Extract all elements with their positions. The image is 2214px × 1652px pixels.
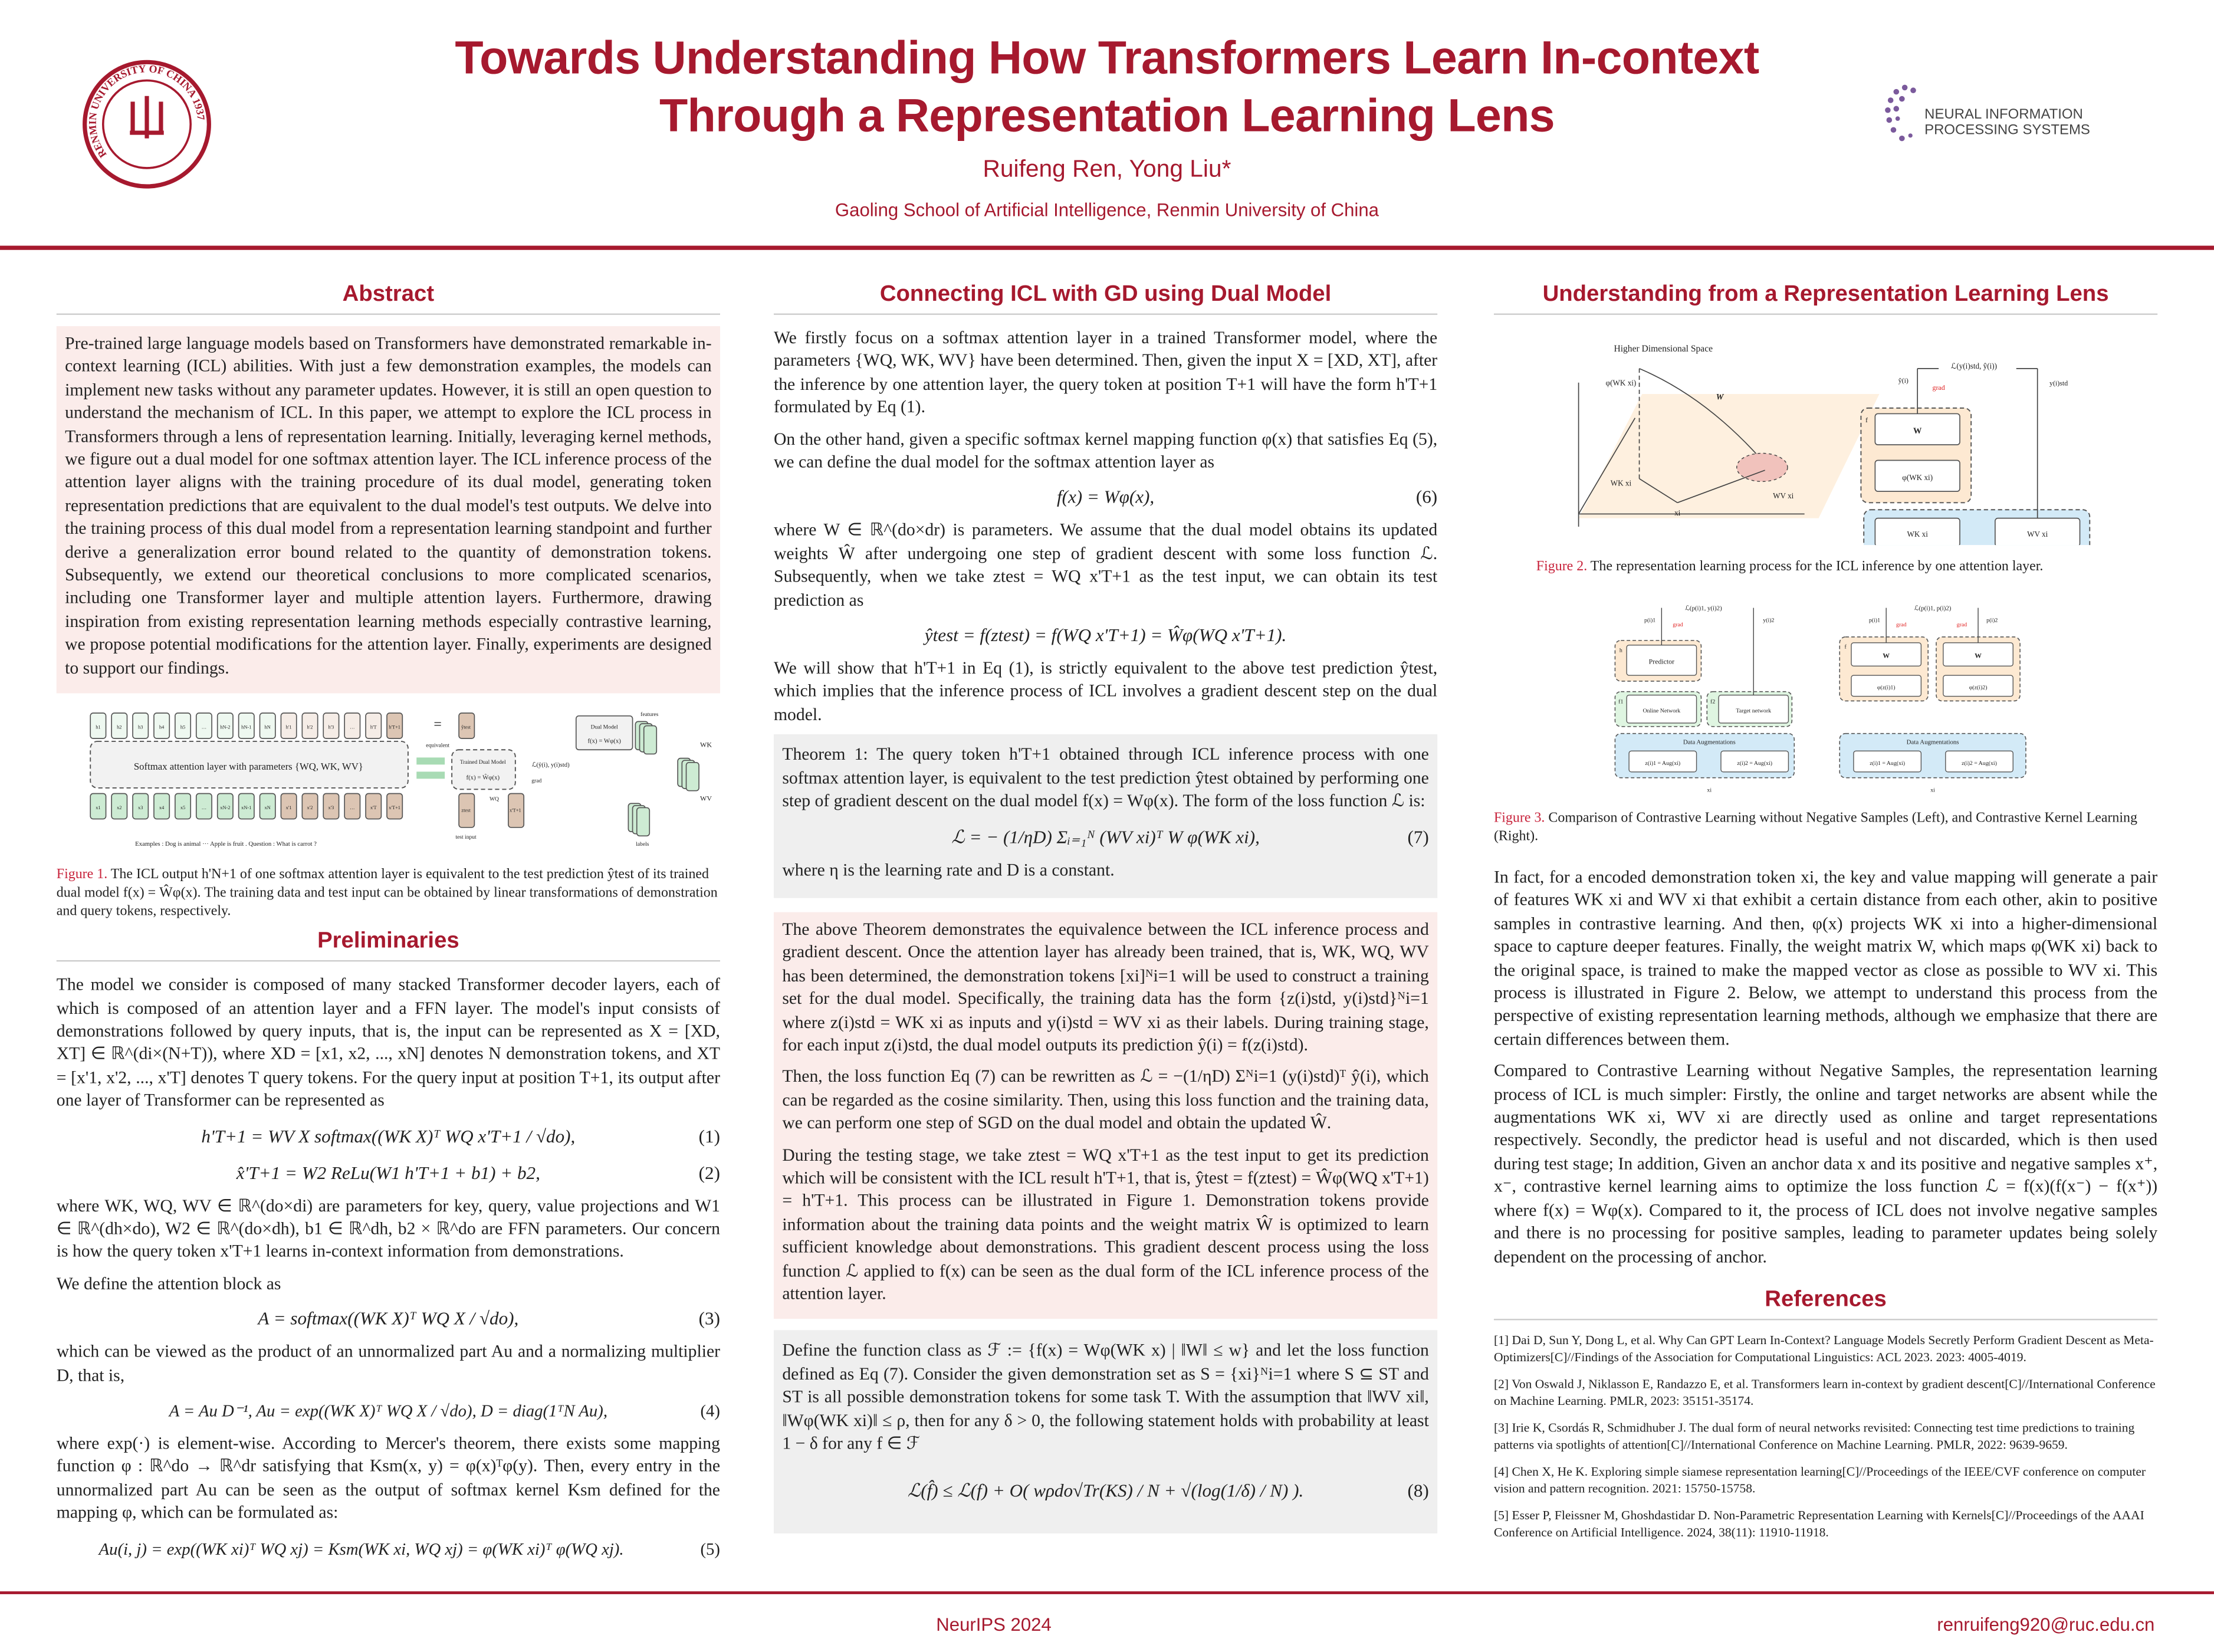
xi-label: xi — [1707, 787, 1712, 794]
references-list — [1494, 1331, 2157, 1540]
f2-label: f2 — [1710, 698, 1716, 705]
abstract-box — [57, 326, 720, 694]
wk-label: WK — [700, 740, 712, 749]
figure-3 — [1494, 584, 2157, 846]
token-top-label: h'T+1 — [389, 724, 400, 730]
explanation-box — [774, 912, 1437, 1319]
equation-test-text: ŷtest = f(ztest) = f(WQ x'T+1) = Ŵφ(WQ x'T+1). — [924, 624, 1287, 646]
left-loss-label: ℒ(p(i)1, y(i)2) — [1685, 605, 1722, 612]
examples-label: Examples : Dog is animal ··· Apple is fruit . Question : What is carrot ? — [135, 840, 317, 848]
equation-1 — [57, 1121, 720, 1152]
token-top-label: hN-1 — [241, 724, 252, 730]
equation-2-number: (2) — [698, 1161, 720, 1183]
w-box-1-label: W — [1883, 651, 1890, 660]
theorem-1-tail: where η is the learning rate and D is a constant. — [782, 859, 1115, 879]
equation-3 — [57, 1303, 720, 1335]
theorem-1-text: Theorem 1: The query token h'T+1 obtained through ICL inference process with one softmax attention layer, is equivalent to the test prediction ŷtest obtained by performing one step of gradient descent on the dual model f(x) = Wφ(x). The form of the loss function ℒ is: — [782, 744, 1429, 811]
column-middle — [774, 283, 1437, 1548]
equation-1-number: (1) — [698, 1124, 720, 1146]
token-top-label: h'T — [370, 724, 377, 730]
target-network-label: Target network — [1736, 708, 1772, 715]
grad-label: grad — [1896, 622, 1907, 629]
w-box-2-label: W — [1975, 651, 1982, 660]
w-box-label: W — [1913, 426, 1922, 436]
poster-title-line1: Towards Understanding How Transformers Learn In-context — [455, 31, 1759, 84]
data-augmentations-label: Data Augmentations — [1683, 738, 1736, 746]
p1-label: p(i)1 — [1644, 617, 1656, 624]
token-top-label: h3 — [138, 724, 143, 730]
token-bottom-label: x5 — [180, 805, 186, 811]
equation-5-text: Au(i, j) = exp((WK xi)ᵀ WQ xj) = Ksm(WK xi, WQ xj) = φ(WK xi)ᵀ φ(WQ xj). — [98, 1538, 624, 1559]
preliminaries-p5: where exp(·) is element-wise. According to Mercer's theorem, there exists some mapping function φ : ℝ^do → ℝ^dr satisfying that Ksm(x, y) = φ(x)ᵀφ(y). Then, every entry in the unnormalized part Au can be seen as the output of softmax kernel Ksm defined for the mapping φ, which can be formulated as: — [56, 1433, 720, 1523]
figure-2-label: Figure 2. — [1536, 559, 1588, 575]
token-bottom-label: x1 — [96, 805, 101, 811]
label-stack — [637, 808, 650, 836]
wvx-label: WV xi — [1773, 491, 1794, 501]
plane — [1579, 394, 1880, 518]
online-network-label: Online Network — [1643, 708, 1681, 715]
dual-p4: We will show that h'T+1 in Eq (1), is strictly equivalent to the above test prediction ŷtest, which implies that the inference process of ICL involves a gradient descent step on the dual model. — [773, 658, 1438, 724]
token-bottom-label: xN — [264, 805, 271, 811]
y2-label: y(i)2 — [1763, 617, 1775, 624]
grad-label: grad — [1932, 383, 1945, 392]
dual-model-eq: f(x) = Wφ(x) — [587, 737, 621, 745]
f1-label: f1 — [1618, 698, 1624, 705]
equation-3-number: (3) — [698, 1308, 720, 1329]
abstract-text: Pre-trained large language models based on Transformers have demonstrated remarkable in-context learning (ICL) abilities. With just a few demonstration examples, the models can implement new tasks without any parameter updates. However, it is still an open question to understand the mechanism of ICL. In this paper, we attempt to explore the ICL process in Transformers through a lens of representation learning. Initially, leveraging kernel methods, we figure out a dual model for one softmax attention layer. The ICL inference process of the attention layer aligns with the training procedure of its dual model, generating token representation predictions that are equivalent to the dual model's test outputs. We delve into the training process of this dual model from a representation learning standpoint and further derive a generalization error bound related to the quantity of demonstration tokens. Subsequently, we extend our theoretical conclusions to more complicated scenarios, including one Transformer layer and multiple attention layers. Furthermore, drawing inspiration from existing representation learning methods especially contrastive learning, we propose potential modifications for the attention layer. Finally, experiments are designed to support our findings. — [65, 333, 712, 678]
dual-p7: During the testing stage, we take ztest = WQ x'T+1 as the test input to get its prediction which will be consistent with the ICL result h'T+1, that is, ŷtest = f(ztest) = Ŵφ(WQ x'T+1) = h'T+1. This process can be illustrated in Figure 1. Demonstration tokens provide information about the training data points and the weight matrix Ŵ is optimized to learn sufficient knowledge about demonstrations. This gradient descent process using the loss function ℒ applied to f(x) can be seen as the dual form of the ICL inference process of the attention layer. — [782, 1144, 1429, 1303]
figure-1-caption — [57, 866, 720, 921]
dual-p5: The above Theorem demonstrates the equivalence between the ICL inference process and gradient descent. Once the attention layer has already been trained, that is, WK, WQ, WV has been determined, the demonstration tokens [xi]ᴺi=1 will be used to construct a training set for the dual model. Specifically, the training data has the form {z(i)std, y(i)std}ᴺi=1 where z(i)std = WK xi as inputs and y(i)std = WV xi as their labels. During training stage, for each input z(i)std, the dual model outputs its prediction ŷ(i) = f(z(i)std). — [782, 919, 1429, 1055]
neurips-logo — [1882, 82, 2094, 147]
equation-4-text: A = Au D⁻¹, Au = exp((WK X)ᵀ WQ X / √do), D = diag(1ᵀN Au), — [169, 1400, 608, 1421]
equation-4-number: (4) — [700, 1400, 720, 1421]
generalization-bound-box — [774, 1331, 1437, 1534]
token-bottom-label: x'3 — [328, 805, 334, 811]
theorem-1-box — [774, 735, 1437, 898]
token-top-label: h'1 — [285, 724, 292, 730]
figure-3-caption — [1494, 809, 2157, 846]
reference-item: [1] Dai D, Sun Y, Dong L, et al. Why Can GPT Learn In-Context? Language Models Secretly Perform Gradient Descent as Meta-Optimizers[C]//Findings of the Association for Computational Linguistics: ACL 2023. 2023: 4005-4019. — [1493, 1332, 2154, 1364]
phi-box-1-label: φ(z(i)1) — [1877, 684, 1896, 691]
university-logo-text-path: RENMIN UNIVERSITY OF CHINA 1937 — [86, 63, 208, 160]
p1-label: p(i)1 — [1868, 617, 1881, 624]
xi-label: xi — [1930, 787, 1935, 794]
equation-7 — [782, 821, 1428, 852]
token-bottom-label: x'2 — [307, 805, 313, 811]
equation-2-text: x̂'T+1 = W2 ReLu(W1 h'T+1 + b1) + b2, — [236, 1161, 540, 1183]
wq-label: WQ — [489, 796, 499, 803]
wkx-box-label: WK xi — [1907, 529, 1928, 538]
representation-p2: Compared to Contrastive Learning without Negative Samples, the representation learning process of ICL is much simpler: Firstly, the online and target networks are absent while the augmentations WK xi, WV xi are directly used as online and target representations respectively. Secondly, the predictor head is useful and not discarded, which is then used during test stage; In addition, Given an anchor data x and its positive and negative samples x⁺, x⁻, contrastive kernel learning aims to optimize the loss function ℒ = f(x)(f(x⁻) − f(x⁺)) where f(x) = Wφ(x). Compared to it, the process of ICL does not involve negative samples and there is no processing for positive samples, leading to parameter updates being solely dependent on the processing of anchor. — [1493, 1060, 2158, 1266]
reference-item: [5] Esser P, Fleissner M, Ghoshdastidar D. Non-Parametric Representation Learning with Kernels[C]//Proceedings of the AAAI Conference on Artificial Intelligence. 2024, 38(11): 11910-11918. — [1493, 1508, 2144, 1539]
token-bottom-label: x2 — [117, 805, 122, 811]
equals-sign: = — [433, 717, 442, 733]
trained-dual-model-eq: f(x) = Ŵφ(x) — [466, 774, 500, 781]
affiliation: Gaoling School of Artificial Intelligence, Renmin University of China — [835, 199, 1379, 221]
token-top-label: … — [350, 724, 355, 730]
key-stack — [686, 763, 699, 791]
header-divider — [0, 246, 2214, 250]
wvx-box-label: WV xi — [2027, 529, 2048, 538]
xi-label: xi — [1674, 508, 1681, 517]
representation-heading: Understanding from a Representation Learning Lens — [1494, 283, 2157, 315]
attention-layer-label: Softmax attention layer with parameters {WQ, WK, WV} — [133, 761, 363, 773]
query-token-label: x'T+1 — [510, 807, 521, 813]
token-bottom-label: x3 — [138, 805, 143, 811]
dual-model-heading: Connecting ICL with GD using Dual Model — [774, 283, 1437, 315]
data-augmentations-label: Data Augmentations — [1906, 738, 1959, 746]
reference-item: [2] Von Oswald J, Niklasson E, Randazzo E, et al. Transformers learn in-context by gradient descent[C]//International Conference on Machine Learning. PMLR, 2023: 35151-35174. — [1493, 1377, 2156, 1408]
token-top-label: hN-2 — [220, 724, 231, 730]
neurips-logo-line1: NEURAL INFORMATION — [1924, 107, 2083, 123]
aug-box-label: z(i)2 = Aug(xi) — [1962, 760, 1997, 767]
figure-2-caption — [1494, 558, 2157, 576]
equation-6 — [774, 482, 1437, 513]
aug-box-label: z(i)2 = Aug(xi) — [1737, 760, 1773, 767]
figure-2 — [1494, 326, 2157, 576]
figure-1-label: Figure 1. — [56, 867, 108, 883]
features-label: features — [640, 711, 659, 718]
representation-p1: In fact, for a encoded demonstration token xi, the key and value mapping will generate a pair of features WK xi and WV xi that exhibit a certain distance from each other, akin to positive samples in contrastive learning. And then, φ(x) projects WK xi into a higher-dimensional space to capture deeper features. Finally, the weight matrix W, which maps φ(WK xi) back to the original space, is trained to make the mapped vector as close as possible to WV xi. This process is illustrated in Figure 2. Below, we attempt to understand this process from the perspective of existing representation learning methods, although we emphasize that there are certain differences between them. — [1493, 866, 2158, 1049]
grad-label: grad — [1673, 622, 1683, 629]
loss-label: ℒ(y(i)std, ŷ(i)) — [1950, 361, 1998, 370]
figure-3-label: Figure 3. — [1493, 810, 1545, 826]
dual-p3: where W ∈ ℝ^(do×dr) is parameters. We assume that the dual model obtains its updated weights Ŵ after undergoing one step of gradient descent with some loss function ℒ. Subsequently, when we take ztest = WQ x'T+1 as the test input, we can obtain its test prediction as — [773, 520, 1438, 610]
figure-1 — [57, 705, 720, 921]
token-bottom-label: xN-1 — [241, 805, 252, 811]
preliminaries-p2: where WK, WQ, WV ∈ ℝ^(do×di) are parameters for key, query, value projections and W1 ∈ ℝ^(dh×do), W2 ∈ ℝ^(do×dh), b1 ∈ ℝ^dh, b2 × ℝ^do are FFN parameters. Our concern is how the query token x'T+1 learns in-context information from demonstrations. — [56, 1195, 720, 1262]
grad-label: grad — [1956, 622, 1967, 629]
token-bottom-label: x'T — [370, 805, 377, 811]
equation-6-number: (6) — [1415, 486, 1438, 508]
abstract-heading: Abstract — [57, 283, 720, 315]
token-top-label: h2 — [117, 724, 122, 730]
right-loss-label: ℒ(p(i)1, p(i)2) — [1914, 605, 1952, 612]
preliminaries-heading: Preliminaries — [57, 930, 720, 962]
grad-label: grad — [531, 777, 542, 784]
equation-5-number: (5) — [700, 1538, 720, 1559]
loss-label: ℒ(ŷ(i), y(i)std) — [531, 761, 570, 769]
token-top-label: h'3 — [328, 724, 334, 730]
dual-p6: Then, the loss function Eq (7) can be rewritten as ℒ = −(1/ηD) Σᴺi=1 (y(i)std)ᵀ ŷ(i), which can be regarded as the cosine similarity. Then, using this loss function and the training data, we can perform one step of SGD on the dual model and obtain the updated Ŵ. — [782, 1066, 1429, 1133]
figure-2-caption-text: The representation learning process for the ICL inference by one attention layer. — [1590, 559, 2044, 575]
references-heading: References — [1494, 1288, 2157, 1320]
figure-3-caption-text: Comparison of Contrastive Learning without Negative Samples (Left), and Contrastive Kernel Learning (Right). — [1493, 810, 2137, 845]
dual-p8: Define the function class as ℱ := {f(x) = Wφ(WK x) | ‖W‖ ≤ w} and let the loss function defined as Eq (7). Consider the given demonstration set as S = {xi}ᴺi=1 where S ⊆ ST and ST is all possible demonstration tokens for some task T. With the assumption that ‖WV xi‖, ‖Wφ(WK xi)‖ ≤ ρ, then for any δ > 0, the following statement holds with probability at least 1 − δ for any f ∈ ℱ — [782, 1340, 1429, 1453]
token-top-label: h1 — [96, 724, 101, 730]
token-bottom-label: … — [350, 805, 355, 811]
token-bottom-label: x4 — [159, 805, 165, 811]
equation-8-text: ℒ(f̂) ≤ ℒ(f) + O( wρdo√Tr(KS) / N + √(log(1/δ) / N) ). — [907, 1480, 1304, 1502]
authors: Ruifeng Ren, Yong Liu* — [983, 155, 1231, 182]
token-top-label: h4 — [159, 724, 165, 730]
z-test-label: ztest — [461, 807, 471, 813]
neurips-logo-line2: PROCESSING SYSTEMS — [1924, 123, 2090, 139]
footer-divider — [0, 1591, 2214, 1594]
equation-2 — [57, 1157, 720, 1188]
dual-p2: On the other hand, given a specific softmax kernel mapping function φ(x) that satisfies Eq (5), we can define the dual model for the softmax attention layer as — [773, 428, 1438, 472]
footer-email[interactable]: renruifeng920@ruc.edu.cn — [1937, 1614, 2155, 1635]
test-input-label: test input — [455, 834, 477, 841]
wv-label: WV — [700, 794, 712, 803]
target-region — [1737, 454, 1788, 482]
token-top-label: … — [201, 724, 207, 730]
equivalent-label: equivalent — [426, 742, 450, 749]
w-label: W — [1716, 392, 1724, 402]
preliminaries-p4: which can be viewed as the product of an unnormalized part Au and a normalizing multiplier D, that is, — [56, 1341, 720, 1385]
equation-3-text: A = softmax((WK X)ᵀ WQ X / √do), — [258, 1308, 519, 1329]
equation-7-text: ℒ = − (1/ηD) Σᵢ₌₁ᴺ (WV xi)ᵀ W φ(WK xi), — [951, 825, 1260, 847]
column-right — [1494, 283, 2157, 1551]
dual-p1: We firstly focus on a softmax attention layer in a trained Transformer model, where the parameters {WQ, WK, WV} have been determined. Then, given the input X = [XD, XT], after the inference by one attention layer, the query token at position T+1 will have the form h'T+1 formulated by Eq (1). — [773, 327, 1438, 417]
ystd-label: y(i)std — [2049, 379, 2068, 387]
h-label: h — [1619, 647, 1622, 654]
f-label: f — [1844, 643, 1847, 651]
equation-8 — [782, 1463, 1428, 1520]
labels-label: labels — [636, 841, 649, 848]
equation-1-text: h'T+1 = WV X softmax((WK X)ᵀ WQ x'T+1 / √do), — [201, 1124, 576, 1146]
preliminaries-p3: We define the attention block as — [56, 1273, 281, 1293]
arrow-exchange — [416, 761, 445, 776]
dual-model-label: Dual Model — [590, 724, 618, 731]
predictor-label: Predictor — [1648, 657, 1675, 666]
y-test-label: ŷtest — [461, 724, 471, 730]
space-label: Higher Dimensional Space — [1614, 344, 1713, 354]
equation-4 — [57, 1395, 720, 1426]
p2-label: p(i)2 — [1986, 617, 1998, 624]
equation-8-number: (8) — [1407, 1480, 1429, 1502]
preliminaries-p1: The model we consider is composed of many stacked Transformer decoder layers, each of which is composed of an attention layer and a FFN layer. The model's input consists of demonstrations followed by query inputs, that is, the input can be represented as X = [XD, XT] ∈ ℝ^(di×(N+T)), where XD = [x1, x2, ..., xN] denotes N demonstration tokens, and XT = [x'1, x'2, ..., x'T] denotes T query tokens. For the query input at position T+1, its output after one layer of Transformer can be represented as — [56, 974, 720, 1111]
yhat-label: ŷ(i) — [1898, 376, 1908, 385]
equation-test-prediction — [774, 620, 1437, 651]
token-bottom-label: x'1 — [285, 805, 292, 811]
equation-7-number: (7) — [1407, 825, 1429, 847]
reference-item: [4] Chen X, He K. Exploring simple siamese representation learning[C]//Proceedings of the IEEE/CVF conference on computer vision and pattern recognition. 2021: 15750-15758. — [1493, 1464, 2146, 1496]
figure-1-caption-text: The ICL output h'N+1 of one softmax attention layer is equivalent to the test prediction ŷtest of its trained dual model f(x) = Ŵφ(x). The training data and test input can be obtained by linear transformations of demonstration and query tokens, respectively. — [56, 867, 718, 919]
trained-dual-model-label: Trained Dual Model — [459, 759, 506, 766]
token-bottom-label: xN-2 — [220, 805, 231, 811]
footer-conference: NeurIPS 2024 — [936, 1614, 1052, 1635]
dual-model-box — [576, 716, 633, 750]
token-top-label: hN — [264, 724, 271, 730]
equation-5 — [57, 1533, 720, 1564]
token-top-label: h5 — [180, 724, 186, 730]
phi-box-label: φ(WK xi) — [1902, 472, 1933, 482]
column-left — [57, 283, 720, 1569]
feature-stack — [644, 726, 657, 754]
neurips-logo-text — [1924, 107, 2090, 139]
aug-box-label: z(i)1 = Aug(xi) — [1645, 760, 1681, 767]
phi-label: φ(WK xi) — [1605, 378, 1637, 387]
poster-title-line2: Through a Representation Learning Lens — [659, 88, 1555, 142]
wkx-label: WK xi — [1610, 478, 1632, 488]
f-label: f — [1865, 415, 1868, 424]
aug-box-label: z(i)1 = Aug(xi) — [1870, 760, 1906, 767]
token-bottom-label: … — [201, 805, 207, 811]
equation-6-text: f(x) = Wφ(x), — [1056, 486, 1155, 508]
token-bottom-label: x'T+1 — [389, 805, 400, 811]
reference-item: [3] Irie K, Csordás R, Schmidhuber J. The dual form of neural networks revisited: Connecting test time predictions to training patterns via spotlights of attention[C]//International Conference on Machine Learning. PMLR, 2022: 9639-9659. — [1493, 1420, 2135, 1451]
token-top-label: h'2 — [307, 724, 313, 730]
phi-box-2-label: φ(z(i)2) — [1969, 684, 1988, 691]
trained-dual-model-box — [452, 750, 515, 789]
